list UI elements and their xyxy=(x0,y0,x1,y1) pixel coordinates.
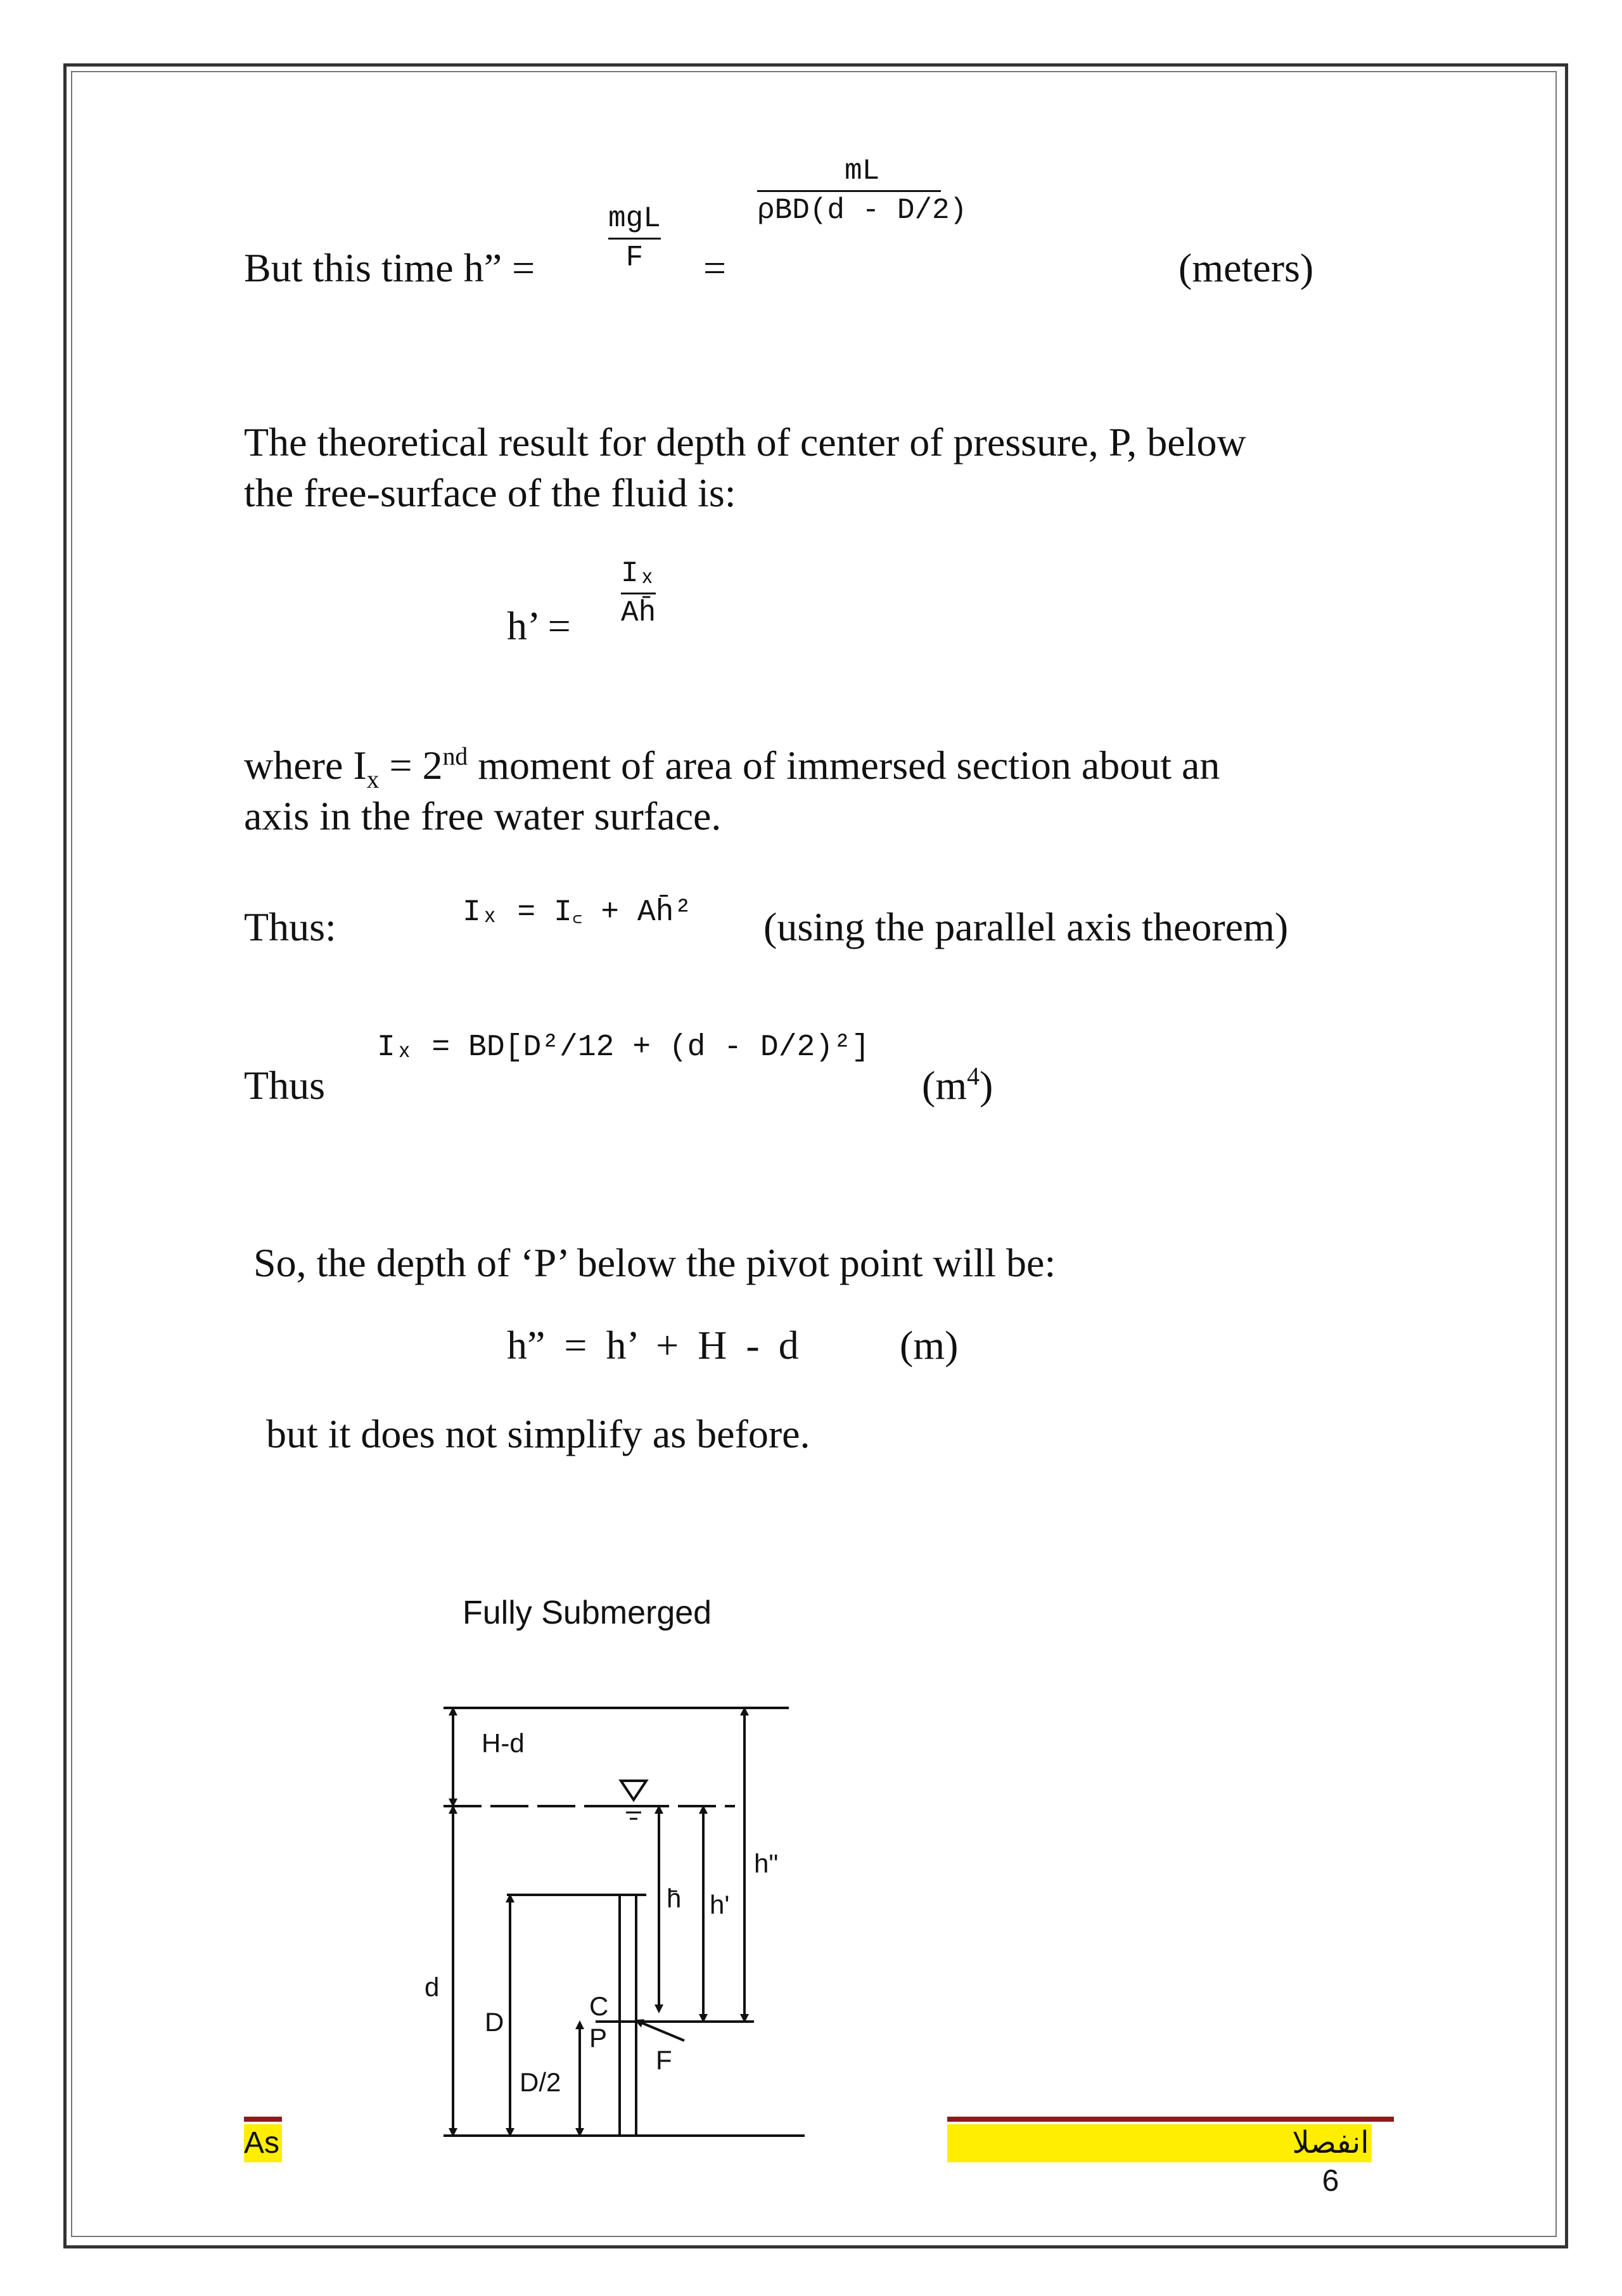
paragraph-1-line-2: the free-surface of the fluid is: xyxy=(244,470,736,515)
p2-post: moment of area of immersed section about an xyxy=(468,743,1220,788)
p2-mid: = 2 xyxy=(379,743,443,788)
eq1-prefix: But this time h” = xyxy=(244,245,535,290)
eq3-note: (using the parallel axis theorem) xyxy=(763,904,1289,949)
label-D-half: D/2 xyxy=(520,2067,561,2097)
footer-right-highlight xyxy=(947,2124,1289,2162)
eq3-label: Thus: xyxy=(244,904,336,949)
eq5-unit: (m) xyxy=(900,1323,959,1368)
eq2-denominator: Ah̄ xyxy=(621,596,656,629)
paragraph-1-line-1: The theoretical result for depth of center of pressure, P, below xyxy=(244,420,1246,465)
eq5-formula: h” = h’ + H - d xyxy=(507,1323,799,1368)
label-h-double-prime: h" xyxy=(754,1849,779,1878)
paragraph-3: So, the depth of ‘P’ below the pivot point will be: xyxy=(253,1240,1056,1285)
eq1-frac1-numerator: mgL xyxy=(608,202,661,235)
submerged-plate xyxy=(620,1895,636,2136)
eq1-frac2-denominator: ρBD(d - D/2) xyxy=(757,193,967,227)
label-F: F xyxy=(656,2045,672,2075)
force-arrow xyxy=(639,2022,684,2041)
p2-sup: nd xyxy=(442,742,468,771)
water-surface-icon xyxy=(621,1781,646,1819)
footer-rule-left xyxy=(244,2117,282,2122)
footer-page-number: انفصلا 6 xyxy=(1289,2124,1372,2162)
eq1-frac2-numerator: mL xyxy=(845,155,880,188)
label-h-minus-d: H-d xyxy=(482,1728,525,1758)
figure-fully-submerged xyxy=(272,1540,944,2243)
footer-left-label: As xyxy=(244,2124,282,2162)
eq1-fraction-2 xyxy=(757,155,967,226)
eq4-unit-post: ) xyxy=(979,1063,993,1108)
eq1-frac1-denominator: F xyxy=(625,241,644,274)
eq2-lhs: h’ = xyxy=(507,603,571,648)
eq2-fraction xyxy=(621,558,656,629)
eq4-unit-sup: 4 xyxy=(967,1062,980,1091)
fraction-bar xyxy=(757,190,941,192)
eq4-formula: Iₓ = BD[D²/12 + (d - D/2)²] xyxy=(377,1030,870,1065)
eq4-unit xyxy=(922,1061,993,1110)
fraction-bar xyxy=(608,238,661,240)
eq4-label: Thus xyxy=(244,1063,325,1108)
p2-sub: x xyxy=(366,765,380,793)
figure-diagram xyxy=(272,1540,944,2243)
paragraph-4: but it does not simplify as before. xyxy=(266,1411,810,1456)
eq1-fraction-1 xyxy=(608,203,661,274)
label-P: P xyxy=(589,2023,608,2053)
eq3-formula: Iₓ = I꜀ + Ah̄² xyxy=(463,895,693,930)
fraction-bar xyxy=(621,593,656,594)
paragraph-2-line-2: axis in the free water surface. xyxy=(244,793,722,838)
eq4-unit-pre: (m xyxy=(922,1063,967,1108)
paragraph-2-line-1 xyxy=(244,741,1220,795)
eq1-equals: = xyxy=(703,245,727,290)
figure-title: Fully Submerged xyxy=(463,1594,712,1631)
p2-pre: where I xyxy=(244,743,367,788)
label-D: D xyxy=(485,2007,504,2037)
label-d: d xyxy=(425,1972,440,2002)
eq2-numerator: Iₓ xyxy=(621,557,656,590)
footer-rule-right xyxy=(947,2117,1394,2122)
eq1-unit: (meters) xyxy=(1178,245,1314,290)
label-h-bar: h̄ xyxy=(667,1883,682,1913)
label-C: C xyxy=(589,1991,609,2021)
label-h-prime: h' xyxy=(710,1890,730,1920)
